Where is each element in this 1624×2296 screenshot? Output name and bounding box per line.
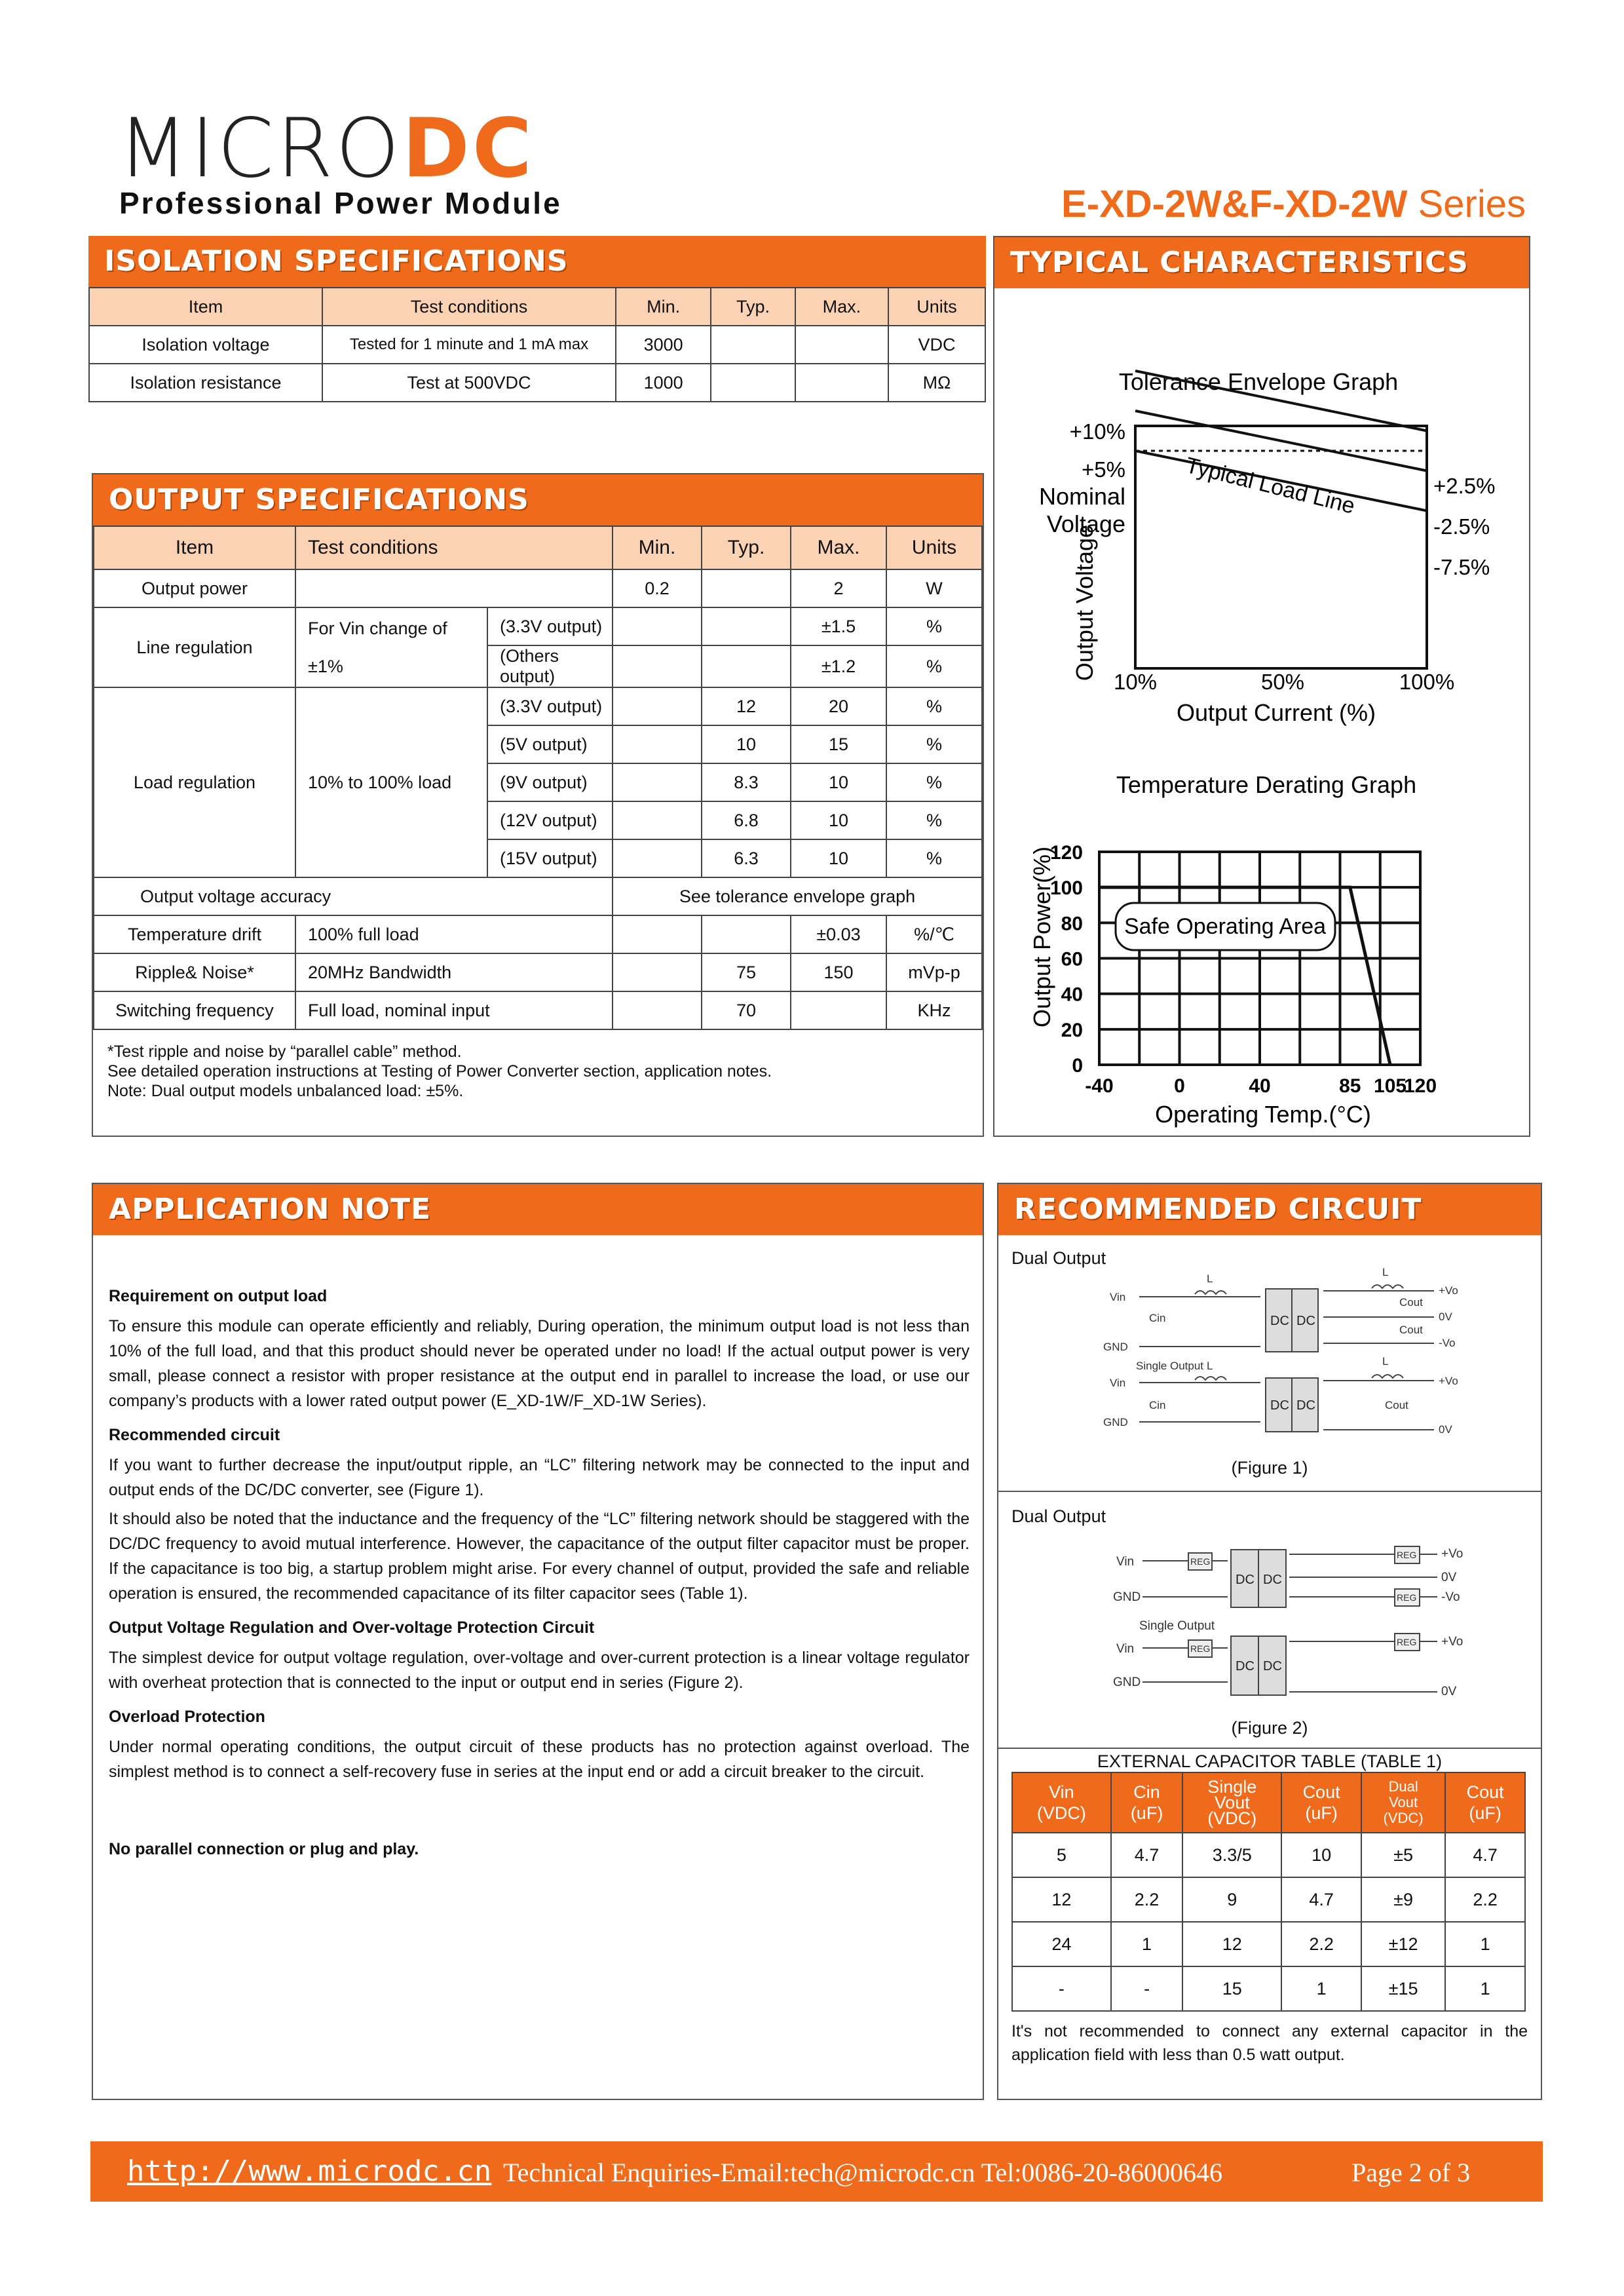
line-reg-cond-a: For Vin change of <box>308 619 447 638</box>
cap-col-cin <box>1111 1772 1182 1833</box>
cell <box>613 915 702 953</box>
cell: (15V output) <box>487 839 613 877</box>
iso-col-min: Min. <box>616 288 711 326</box>
cell <box>795 326 888 364</box>
fig2-dual-label: Dual Output <box>1011 1506 1106 1526</box>
cap-col-cout <box>1281 1772 1361 1833</box>
cell <box>613 645 702 687</box>
app-heading: Requirement on output load <box>109 1287 328 1305</box>
cell: 4.7 <box>1445 1833 1525 1877</box>
table-row <box>89 364 985 402</box>
der-xtick: 105 <box>1374 1075 1407 1097</box>
cell: Isolation resistance <box>89 364 322 402</box>
cell: ±9 <box>1361 1877 1445 1922</box>
cell <box>613 607 702 645</box>
cell: 3.3/5 <box>1182 1833 1281 1877</box>
table-row <box>94 877 982 915</box>
hdr-line: Cin <box>1133 1782 1160 1802</box>
der-xtick: 40 <box>1249 1075 1271 1097</box>
cell: 1000 <box>616 364 711 402</box>
cell: See tolerance envelope graph <box>613 877 982 915</box>
cell <box>295 607 487 687</box>
table-row <box>94 569 982 607</box>
cell: (9V output) <box>487 763 613 801</box>
fig1-gnd: GND <box>1103 1341 1128 1353</box>
out-col-units: Units <box>886 526 982 569</box>
iso-col-max: Max. <box>795 288 888 326</box>
line-reg-cond-b: ±1% <box>308 657 343 676</box>
tol-title: Tolerance Envelope Graph <box>1118 368 1399 395</box>
cell: Isolation voltage <box>89 326 322 364</box>
cell: 4.7 <box>1281 1877 1361 1922</box>
der-xtick: 0 <box>1174 1075 1185 1097</box>
cell: 5 <box>1012 1833 1111 1877</box>
fig1-l-s: L <box>1207 1360 1213 1372</box>
der-ytick: 120 <box>1049 842 1083 864</box>
app-paragraph: It should also be noted that the inductance and the frequency of the “LC” filtering network should be staggered with the DC/DC frequency to avoid mutual interference. However, the capacitance of the output filter capacitor must be proper. If the capacitance is too big, a startup problem might arise. For every channel of output, provided the safe and reliable operation is ensured, the recommended capacitance of its filter capacitor sees (Table 1). <box>109 1510 970 1603</box>
fig2-pvo: +Vo <box>1441 1547 1463 1561</box>
isolation-title: ISOLATION SPECIFICATIONS <box>88 236 986 287</box>
hdr-line: Cout <box>1466 1782 1504 1802</box>
cell: 6.3 <box>702 839 791 877</box>
fig1-dual-label: Dual Output <box>1011 1248 1106 1268</box>
tol-label-nominal: Nominal <box>1038 483 1125 510</box>
cell: Test at 500VDC <box>322 364 616 402</box>
cell: W <box>886 569 982 607</box>
table-row <box>94 687 982 725</box>
cell <box>613 763 702 801</box>
tol-label-r2: -2.5% <box>1433 514 1490 539</box>
cell: 24 <box>1012 1922 1111 1966</box>
fig2-gnd-s: GND <box>1113 1675 1141 1689</box>
hdr-line: (uF) <box>1469 1803 1501 1823</box>
tol-xtick: 10% <box>1113 670 1158 694</box>
cell: (3.3V output) <box>487 687 613 725</box>
fig2-reg: REG <box>1190 1643 1211 1654</box>
table-row <box>1012 1877 1525 1922</box>
fig1-cout: Cout <box>1399 1296 1423 1309</box>
cell: 1 <box>1445 1922 1525 1966</box>
cell <box>613 839 702 877</box>
cell: (12V output) <box>487 801 613 839</box>
fig1-vin-s: Vin <box>1110 1377 1126 1389</box>
output-title: OUTPUT SPECIFICATIONS <box>93 474 983 526</box>
logo-text-b: DC <box>402 102 535 196</box>
hdr-line: Cout <box>1302 1782 1340 1802</box>
cell: Output power <box>94 569 295 607</box>
cap-col-dual-vout <box>1361 1772 1445 1833</box>
cell: 1 <box>1111 1922 1182 1966</box>
cell: 20MHz Bandwidth <box>295 953 613 991</box>
app-paragraph: Under normal operating conditions, the output circuit of these products has no protection against overload. The simplest method is to connect a self-recovery fuse in series at the input end or add a circuit breaker to the circuit. <box>109 1738 970 1781</box>
cell: % <box>886 839 982 877</box>
cell: 70 <box>702 991 791 1029</box>
fig1-pvo-s: +Vo <box>1439 1375 1458 1387</box>
cell: 20 <box>791 687 886 725</box>
cell: VDC <box>888 326 985 364</box>
table-row <box>94 953 982 991</box>
tol-label-plus10: +10% <box>1069 419 1125 444</box>
cell: ±0.03 <box>791 915 886 953</box>
fig2-0v-s: 0V <box>1441 1685 1457 1698</box>
cell: 2 <box>791 569 886 607</box>
cell: 2.2 <box>1445 1877 1525 1922</box>
isolation-table <box>88 287 986 402</box>
cell <box>613 725 702 763</box>
footer-page-number: Page 2 of 3 <box>1351 2158 1471 2187</box>
cell: 2.2 <box>1111 1877 1182 1922</box>
cap-table-note: It's not recommended to connect any external capacitor in the application field with less than 0.5 watt output. <box>1011 2022 1528 2064</box>
cell: Full load, nominal input <box>295 991 613 1029</box>
tol-xtick: 50% <box>1260 670 1305 694</box>
table-row <box>94 607 982 645</box>
fig1-nvo: -Vo <box>1439 1337 1456 1349</box>
cell: 8.3 <box>702 763 791 801</box>
cell <box>791 991 886 1029</box>
der-ytick: 20 <box>1061 1019 1083 1041</box>
figure-2 <box>998 1492 1541 1749</box>
fig1-cout-s: Cout <box>1385 1399 1408 1411</box>
cell: % <box>886 687 982 725</box>
cell: 10% to 100% load <box>295 687 487 877</box>
cell: % <box>886 763 982 801</box>
app-heading: Overload Protection <box>109 1708 265 1726</box>
note-line: See detailed operation instructions at Testing of Power Converter section, application notes. <box>107 1062 772 1081</box>
cell: 15 <box>791 725 886 763</box>
hdr-line: Vout <box>1389 1794 1418 1810</box>
iso-col-cond: Test conditions <box>322 288 616 326</box>
der-ticks <box>1050 842 1437 1097</box>
cap-col-cout2 <box>1445 1772 1525 1833</box>
tol-series-line <box>1135 411 1427 471</box>
cell: 12 <box>1182 1922 1281 1966</box>
fig1-l2-s: L <box>1382 1355 1389 1368</box>
out-col-max: Max. <box>791 526 886 569</box>
out-col-typ: Typ. <box>702 526 791 569</box>
fig2-dc: DC <box>1236 1659 1255 1674</box>
table-row <box>1012 1922 1525 1966</box>
cell: MΩ <box>888 364 985 402</box>
fig1-dc: DC <box>1296 1398 1315 1413</box>
fig1-cin: Cin <box>1149 1312 1166 1324</box>
cell: % <box>886 801 982 839</box>
der-ytick: 80 <box>1061 913 1083 935</box>
cell <box>795 364 888 402</box>
cell: (Others output) <box>487 645 613 687</box>
cell: 0.2 <box>613 569 702 607</box>
cell <box>711 326 795 364</box>
tol-line-label: Typical Load Line <box>1183 452 1358 519</box>
cell: %/℃ <box>886 915 982 953</box>
cell <box>613 801 702 839</box>
tol-label-r1: +2.5% <box>1433 474 1496 498</box>
der-area-label: Safe Operating Area <box>1124 914 1327 939</box>
cell: 75 <box>702 953 791 991</box>
out-col-item: Item <box>94 526 295 569</box>
fig1-dc: DC <box>1270 1398 1289 1413</box>
fig2-caption: (Figure 2) <box>1231 1718 1308 1738</box>
cell <box>702 645 791 687</box>
out-col-cond: Test conditions <box>295 526 613 569</box>
output-table <box>93 526 983 1030</box>
cell: 10 <box>791 801 886 839</box>
cell: 2.2 <box>1281 1922 1361 1966</box>
cell: % <box>886 645 982 687</box>
der-ytick: 60 <box>1061 948 1083 970</box>
hdr-line: (VDC) <box>1207 1808 1257 1828</box>
cell: 100% full load <box>295 915 613 953</box>
cell: 9 <box>1182 1877 1281 1922</box>
fig2-single-label: Single Output <box>1139 1619 1215 1633</box>
tol-ylabel: Output Voltage <box>1071 524 1098 681</box>
hdr-line: Single <box>1207 1777 1257 1797</box>
fig1-gnd-s: GND <box>1103 1416 1128 1428</box>
tol-xtick: 100% <box>1399 670 1455 694</box>
cell <box>295 569 613 607</box>
cap-col-single-vout <box>1182 1772 1281 1833</box>
fig1-dc: DC <box>1270 1314 1289 1328</box>
cell <box>711 364 795 402</box>
series-main: E-XD-2W&F-XD-2W <box>1061 183 1408 225</box>
application-panel <box>92 1183 984 2100</box>
der-xlabel: Operating Temp.(°C) <box>1155 1101 1371 1128</box>
recommended-panel <box>997 1183 1542 2100</box>
der-xtick: 85 <box>1339 1075 1361 1097</box>
der-xtick: 120 <box>1403 1075 1437 1097</box>
table-row <box>89 326 985 364</box>
cell: - <box>1111 1966 1182 2011</box>
cell: 4.7 <box>1111 1833 1182 1877</box>
table-row <box>94 991 982 1029</box>
cell: ±12 <box>1361 1922 1445 1966</box>
tol-label-plus5: +5% <box>1082 457 1125 482</box>
fig1-cin-s: Cin <box>1149 1399 1166 1411</box>
cell: (5V output) <box>487 725 613 763</box>
series-tail: Series <box>1418 183 1526 225</box>
fig2-dc: DC <box>1263 1573 1282 1587</box>
fig1-l2: L <box>1382 1266 1389 1278</box>
der-grid <box>1099 852 1420 1065</box>
app-heading: No parallel connection or plug and play. <box>109 1840 419 1858</box>
fig1-0v: 0V <box>1439 1311 1452 1323</box>
series-title <box>1061 182 1526 226</box>
der-ytick: 0 <box>1072 1055 1083 1077</box>
cell <box>702 569 791 607</box>
cell: (3.3V output) <box>487 607 613 645</box>
hdr-line: (VDC) <box>1036 1803 1086 1823</box>
figure-1 <box>998 1235 1541 1492</box>
app-paragraph: To ensure this module can operate efficiently and reliably, During operation, the minimum output load is not less than 10% of the full load, and that this product should never be operated under no load! If the actual output power is very small, please connect a resistor with proper resistance at the output end in parallel to increase the load, or use our company’s products with a lower rated output power (E_XD-1W/F_XD-1W Series). <box>109 1317 970 1410</box>
footer-bar <box>90 2141 1543 2202</box>
out-col-min: Min. <box>613 526 702 569</box>
table-row <box>94 915 982 953</box>
cell: ±1.5 <box>791 607 886 645</box>
isolation-panel <box>88 236 986 288</box>
cell: % <box>886 607 982 645</box>
cell: Ripple& Noise* <box>94 953 295 991</box>
logo-tagline: Professional Power Module <box>119 186 562 220</box>
cell: 1 <box>1281 1966 1361 2011</box>
fig1-cout2: Cout <box>1399 1324 1423 1336</box>
cell: ±15 <box>1361 1966 1445 2011</box>
tol-label-r3: -7.5% <box>1433 555 1490 579</box>
cell: 6.8 <box>702 801 791 839</box>
table-row <box>1012 1833 1525 1877</box>
capacitor-table <box>1011 1772 1526 2012</box>
fig1-circuit <box>998 1235 1541 1491</box>
cell <box>702 607 791 645</box>
output-panel <box>92 473 984 1137</box>
cell: Load regulation <box>94 687 295 877</box>
cell: 15 <box>1182 1966 1281 2011</box>
app-paragraph: If you want to further decrease the input/output ripple, an “LC” filtering network may be connected to the input and output ends of the DC/DC converter, see (Figure 1). <box>109 1456 970 1499</box>
fig1-single-label: Single Output <box>1136 1360 1204 1372</box>
app-paragraph: The simplest device for output voltage regulation, over-voltage and over-current protection is a linear voltage regulator with overheat protection that is connected to the input or output end in series (Figure 2). <box>109 1649 970 1692</box>
iso-col-item: Item <box>89 288 322 326</box>
cap-col-vin <box>1012 1772 1111 1833</box>
cell: 10 <box>791 763 886 801</box>
note-line: Note: Dual output models unbalanced load: ±5%. <box>107 1082 464 1100</box>
fig2-nvo: -Vo <box>1441 1590 1460 1604</box>
cell <box>613 991 702 1029</box>
fig1-dc: DC <box>1296 1314 1315 1328</box>
typical-title: TYPICAL CHARACTERISTICS <box>994 237 1529 288</box>
cell: Output voltage accuracy <box>94 877 613 915</box>
cell: Line regulation <box>94 607 295 687</box>
cell: 10 <box>791 839 886 877</box>
note-line: *Test ripple and noise by “parallel cable” method. <box>107 1043 462 1061</box>
cell: 10 <box>702 725 791 763</box>
fig2-vin: Vin <box>1116 1555 1135 1569</box>
cell: Tested for 1 minute and 1 mA max <box>322 326 616 364</box>
fig1-pvo: +Vo <box>1439 1284 1458 1297</box>
fig1-0v-s: 0V <box>1439 1423 1452 1436</box>
output-notes <box>93 1030 983 1101</box>
fig2-0v: 0V <box>1441 1571 1457 1584</box>
cell: mVp-p <box>886 953 982 991</box>
fig2-dc: DC <box>1236 1573 1255 1587</box>
cap-table-title: EXTERNAL CAPACITOR TABLE (TABLE 1) <box>1097 1751 1443 1771</box>
iso-col-units: Units <box>888 288 985 326</box>
der-ytick: 100 <box>1049 877 1083 900</box>
cell: 10 <box>1281 1833 1361 1877</box>
fig2-gnd: GND <box>1113 1590 1141 1604</box>
cell: Temperature drift <box>94 915 295 953</box>
der-title: Temperature Derating Graph <box>1116 771 1417 798</box>
cell: KHz <box>886 991 982 1029</box>
cell: 12 <box>702 687 791 725</box>
der-ytick: 40 <box>1061 984 1083 1006</box>
cell <box>702 915 791 953</box>
cell <box>613 953 702 991</box>
fig2-reg: REG <box>1397 1592 1417 1603</box>
hdr-line: Vin <box>1049 1782 1074 1802</box>
fig1-vin: Vin <box>1110 1291 1126 1303</box>
footer-contact: Technical Enquiries-Email:tech@microdc.cn Tel:0086-20-86000646 <box>503 2158 1222 2187</box>
typical-charts <box>994 288 1529 1134</box>
recommended-title: RECOMMENDED CIRCUIT <box>998 1184 1541 1235</box>
typical-panel <box>993 236 1530 1137</box>
cell: 1 <box>1445 1966 1525 2011</box>
cell: Switching frequency <box>94 991 295 1029</box>
footer-url-link[interactable]: http://www.microdc.cn <box>127 2154 492 2188</box>
cell: ±5 <box>1361 1833 1445 1877</box>
cell: ±1.2 <box>791 645 886 687</box>
cell: 12 <box>1012 1877 1111 1922</box>
hdr-line: (VDC) <box>1383 1810 1424 1826</box>
application-body <box>93 1235 983 1862</box>
fig1-l: L <box>1207 1272 1213 1285</box>
fig2-reg: REG <box>1397 1550 1417 1560</box>
hdr-line: Vout <box>1214 1793 1250 1812</box>
cell: % <box>886 725 982 763</box>
fig2-reg: REG <box>1190 1556 1211 1567</box>
application-title: APPLICATION NOTE <box>93 1184 983 1235</box>
hdr-line: (uF) <box>1130 1803 1163 1823</box>
fig2-vin-s: Vin <box>1116 1642 1135 1656</box>
app-heading: Output Voltage Regulation and Over-voltage Protection Circuit <box>109 1618 595 1637</box>
tol-label-voltage: Voltage <box>1046 510 1125 537</box>
fig2-dc: DC <box>1263 1659 1282 1674</box>
cell: - <box>1012 1966 1111 2011</box>
app-heading: Recommended circuit <box>109 1426 280 1444</box>
fig2-circuit <box>998 1492 1541 1748</box>
cell: 3000 <box>616 326 711 364</box>
fig2-pvo-s: +Vo <box>1441 1635 1463 1649</box>
hdr-line: (uF) <box>1305 1803 1338 1823</box>
fig1-caption: (Figure 1) <box>1231 1458 1308 1478</box>
iso-col-typ: Typ. <box>711 288 795 326</box>
table-row <box>1012 1966 1525 2011</box>
tol-xlabel: Output Current (%) <box>1176 699 1376 726</box>
der-xtick: -40 <box>1085 1075 1114 1097</box>
hdr-line: Dual <box>1388 1778 1418 1795</box>
logo-text-a: MICRO <box>118 102 402 196</box>
cell: 150 <box>791 953 886 991</box>
der-ylabel: Output Power(%) <box>1029 846 1055 1028</box>
fig2-reg: REG <box>1397 1637 1417 1647</box>
cell <box>613 687 702 725</box>
logo <box>118 102 535 196</box>
